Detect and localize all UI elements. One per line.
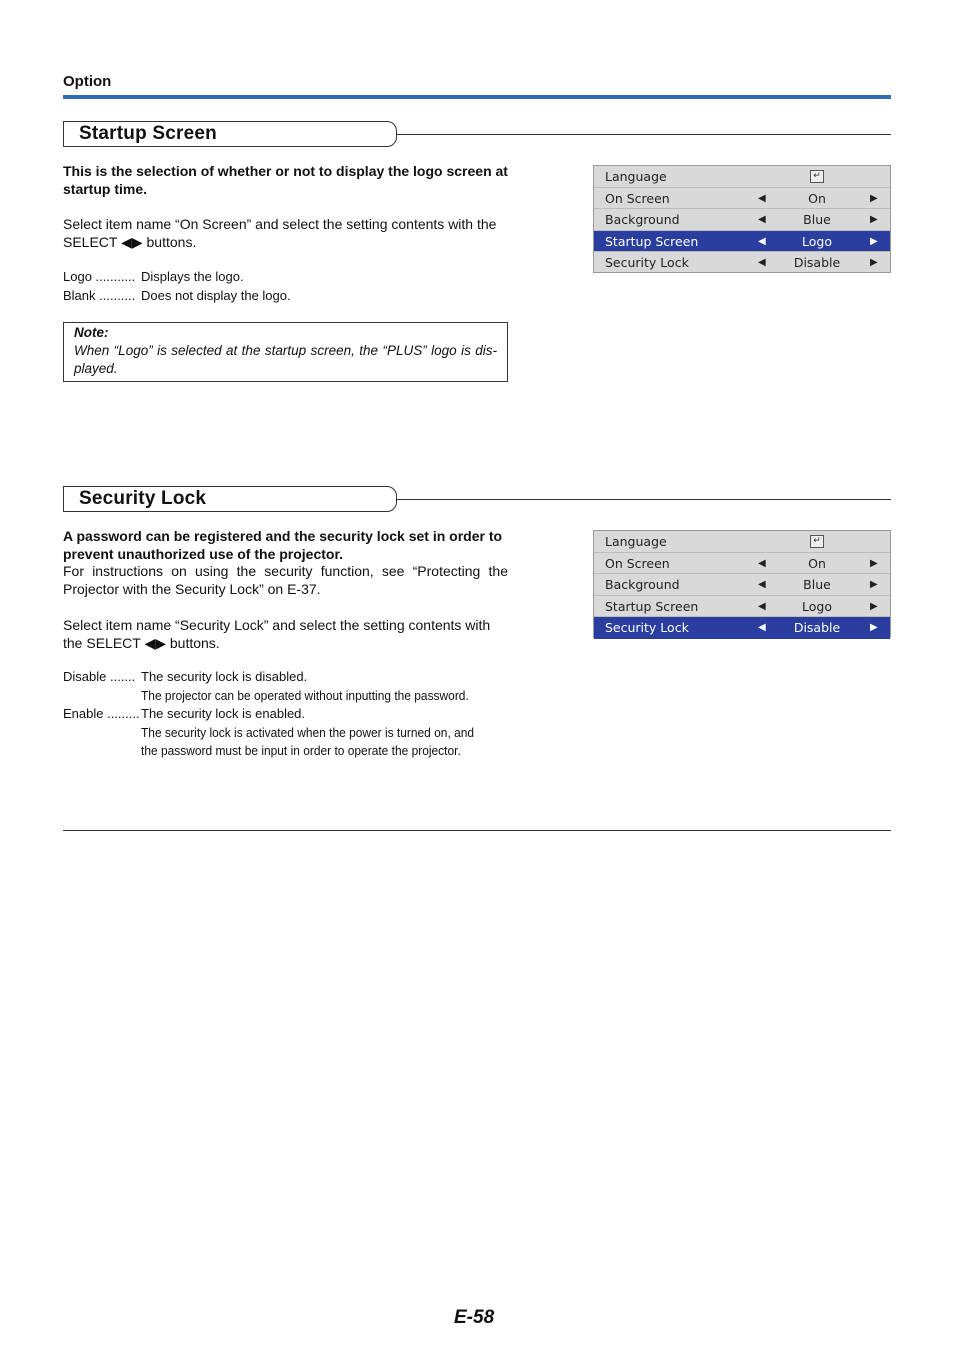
option-row bbox=[63, 268, 291, 287]
option-desc: Displays the logo. bbox=[141, 269, 244, 284]
osd-row-startup-screen[interactable] bbox=[594, 231, 890, 253]
security-lock-heading bbox=[63, 486, 397, 512]
startup-screen-rule bbox=[396, 134, 891, 135]
bottom-rule bbox=[63, 830, 891, 831]
note-text: When “Logo” is selected at the startup screen, the “PLUS” logo is dis-played. bbox=[74, 343, 497, 376]
osd-row-value: Logo bbox=[802, 598, 832, 614]
osd-row-label: Background bbox=[605, 577, 680, 593]
option-row bbox=[63, 668, 503, 687]
left-arrow-icon[interactable]: ◀ bbox=[758, 557, 766, 569]
option-desc-continued: the password must be input in order to operate the projector. bbox=[141, 743, 461, 758]
left-arrow-icon[interactable]: ◀ bbox=[758, 622, 766, 634]
option-desc: Does not display the logo. bbox=[141, 287, 291, 303]
note-box bbox=[63, 322, 508, 382]
osd-row-language[interactable] bbox=[594, 166, 890, 188]
header-rule bbox=[63, 95, 891, 99]
osd-menu-security bbox=[593, 530, 891, 638]
right-arrow-icon[interactable]: ▶ bbox=[870, 235, 878, 247]
osd-row-label: On Screen bbox=[605, 555, 670, 571]
right-arrow-icon[interactable]: ▶ bbox=[870, 214, 878, 226]
osd-row-on-screen[interactable] bbox=[594, 188, 890, 210]
left-arrow-icon[interactable]: ◀ bbox=[758, 579, 766, 591]
security-lock-intro: A password can be registered and the security lock set in order to prevent unauthorized use of the projector. bbox=[63, 528, 503, 562]
startup-screen-intro: This is the selection of whether or not to display the logo screen at startup time. bbox=[63, 163, 508, 197]
left-arrow-icon[interactable]: ◀ bbox=[758, 257, 766, 269]
startup-screen-instruction: Select item name “On Screen” and select the setting contents with the SELECT ◀▶ buttons. bbox=[63, 216, 497, 250]
osd-row-on-screen[interactable] bbox=[594, 553, 890, 575]
security-lock-options bbox=[63, 668, 503, 761]
osd-row-background[interactable] bbox=[594, 209, 890, 231]
osd-row-language[interactable] bbox=[594, 531, 890, 553]
osd-row-label: Startup Screen bbox=[605, 598, 699, 614]
option-term: Disable ....... bbox=[63, 669, 136, 684]
osd-row-value: Blue bbox=[803, 577, 831, 593]
osd-row-value: Logo bbox=[802, 233, 832, 249]
right-arrow-icon[interactable]: ▶ bbox=[870, 557, 878, 569]
right-arrow-icon[interactable]: ▶ bbox=[870, 257, 878, 269]
osd-row-background[interactable] bbox=[594, 574, 890, 596]
enter-icon[interactable]: ↵ bbox=[810, 170, 824, 183]
startup-screen-title: Startup Screen bbox=[79, 123, 217, 144]
left-arrow-icon[interactable]: ◀ bbox=[758, 600, 766, 612]
osd-menu-startup bbox=[593, 165, 891, 273]
security-lock-instruction: Select item name “Security Lock” and select the setting contents with the SELECT ◀▶ buttons. bbox=[63, 617, 491, 651]
option-desc-continued: The projector can be operated without inputting the password. bbox=[141, 687, 469, 703]
startup-screen-options bbox=[63, 268, 291, 305]
option-term: Blank .......... bbox=[63, 287, 136, 303]
osd-row-label: Security Lock bbox=[605, 620, 689, 636]
osd-row-value: Blue bbox=[803, 212, 831, 228]
osd-row-value: On bbox=[808, 555, 826, 571]
enter-icon[interactable]: ↵ bbox=[810, 535, 824, 548]
osd-row-label: Language bbox=[605, 169, 667, 184]
note-title: Note: bbox=[74, 325, 109, 340]
osd-row-value: Disable bbox=[793, 255, 841, 271]
page-number: E-58 bbox=[454, 1307, 495, 1328]
option-desc: The security lock is disabled. bbox=[141, 669, 308, 684]
osd-row-label: Language bbox=[605, 534, 667, 549]
left-arrow-icon[interactable]: ◀ bbox=[758, 192, 766, 204]
right-arrow-icon[interactable]: ▶ bbox=[870, 192, 878, 204]
right-arrow-icon[interactable]: ▶ bbox=[870, 622, 878, 634]
security-lock-rule bbox=[396, 499, 891, 500]
option-row bbox=[63, 287, 291, 306]
osd-row-label: On Screen bbox=[605, 190, 670, 206]
osd-row-label: Startup Screen bbox=[605, 233, 699, 249]
option-term: Enable ......... bbox=[63, 706, 140, 721]
right-arrow-icon[interactable]: ▶ bbox=[870, 600, 878, 612]
left-arrow-icon[interactable]: ◀ bbox=[758, 235, 766, 247]
startup-screen-heading bbox=[63, 121, 397, 147]
option-desc-continued: The security lock is activated when the power is turned on, and bbox=[141, 724, 475, 740]
security-lock-title: Security Lock bbox=[79, 488, 207, 509]
option-row bbox=[63, 705, 503, 724]
osd-row-startup-screen[interactable] bbox=[594, 596, 890, 618]
osd-row-label: Security Lock bbox=[605, 255, 689, 271]
osd-row-label: Background bbox=[605, 212, 680, 228]
option-term: Logo ........... bbox=[63, 269, 136, 284]
osd-row-security-lock[interactable] bbox=[594, 617, 890, 639]
osd-row-value: On bbox=[808, 190, 826, 206]
right-arrow-icon[interactable]: ▶ bbox=[870, 579, 878, 591]
option-desc: The security lock is enabled. bbox=[141, 706, 306, 721]
osd-row-security-lock[interactable] bbox=[594, 252, 890, 274]
security-lock-reference: For instructions on using the security function, see “Protecting the Projector with the Security Lock” on E-37. bbox=[63, 563, 508, 597]
osd-row-value: Disable bbox=[793, 620, 841, 636]
section-header: Option bbox=[63, 73, 112, 90]
left-arrow-icon[interactable]: ◀ bbox=[758, 214, 766, 226]
